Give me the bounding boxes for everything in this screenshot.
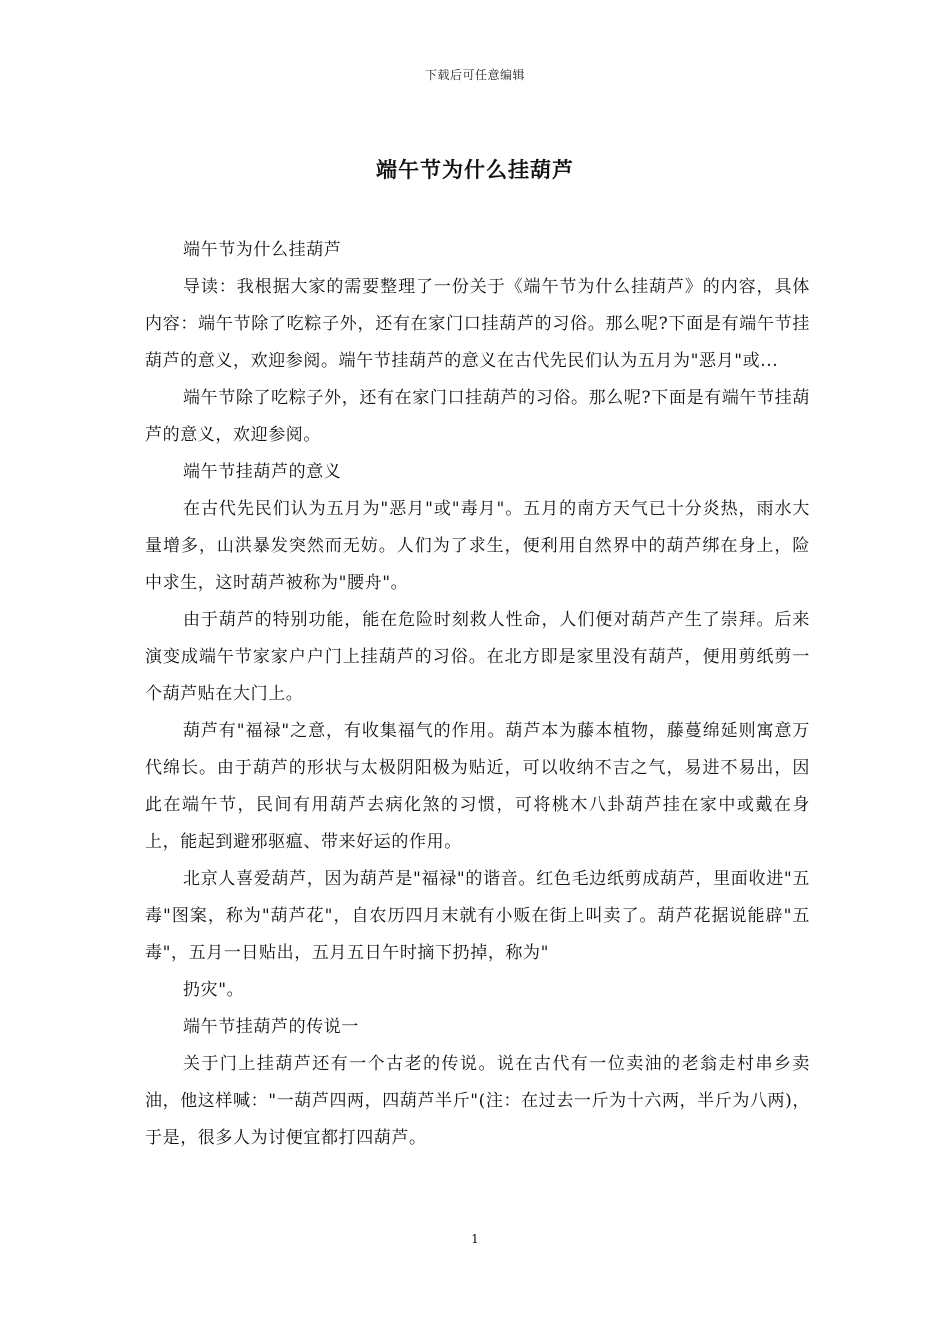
subtitle-paragraph: 端午节为什么挂葫芦 [183,240,342,260]
document-body [145,232,810,1157]
body-paragraph: 葫芦有"福禄"之意，有收集福气的作用。葫芦本为藤本植物，藤蔓绵延则寓意万代绵长。由于葫芦的形状与太极阴阳极为贴近，可以收纳不吉之气，易进不易出，因此在端午节，民间有用葫芦去病化煞的习惯，可将桃木八卦葫芦挂在家中或戴在身上，能起到避邪驱瘟、带来好运的作用。 [145,721,810,852]
body-paragraph: 由于葫芦的特别功能，能在危险时刻救人性命，人们便对葫芦产生了崇拜。后来演变成端午节家家户户门上挂葫芦的习俗。在北方即是家里没有葫芦，便用剪纸剪一个葫芦贴在大门上。 [145,610,810,704]
page-number: 1 [471,1232,479,1246]
document-title: 端午节为什么挂葫芦 [376,157,574,182]
section-heading-meaning: 端午节挂葫芦的意义 [183,462,342,482]
body-paragraph: 北京人喜爱葫芦，因为葫芦是"福禄"的谐音。红色毛边纸剪成葫芦，里面收进"五毒"图案，称为"葫芦花"，自农历四月末就有小贩在街上叫卖了。葫芦花据说能辟"五毒"，五月一日贴出，五月五日午时摘下扔掉，称为" [145,869,810,963]
body-paragraph: 在古代先民们认为五月为"恶月"或"毒月"。五月的南方天气已十分炎热，雨水大量增多，山洪暴发突然而无妨。人们为了求生，便利用自然界中的葫芦绑在身上，险中求生，这时葫芦被称为"腰舟"。 [145,499,810,593]
header-note: 下载后可任意编辑 [424,68,525,82]
body-paragraph: 扔灾"。 [183,980,245,1000]
intro-paragraph: 导读：我根据大家的需要整理了一份关于《端午节为什么挂葫芦》的内容，具体内容：端午节除了吃粽子外，还有在家门口挂葫芦的习俗。那么呢?下面是有端午节挂葫芦的意义，欢迎参阅。端午节挂葫芦的意义在古代先民们认为五月为"恶月"或... [145,277,810,371]
body-paragraph: 端午节除了吃粽子外，还有在家门口挂葫芦的习俗。那么呢?下面是有端午节挂葫芦的意义，欢迎参阅。 [145,388,810,445]
section-heading-legend: 端午节挂葫芦的传说一 [183,1017,359,1037]
body-paragraph: 关于门上挂葫芦还有一个古老的传说。说在古代有一位卖油的老翁走村串乡卖油，他这样喊："一葫芦四两，四葫芦半斤"(注：在过去一斤为十六两，半斤为八两)，于是，很多人为讨便宜都打四葫芦。 [145,1054,810,1148]
